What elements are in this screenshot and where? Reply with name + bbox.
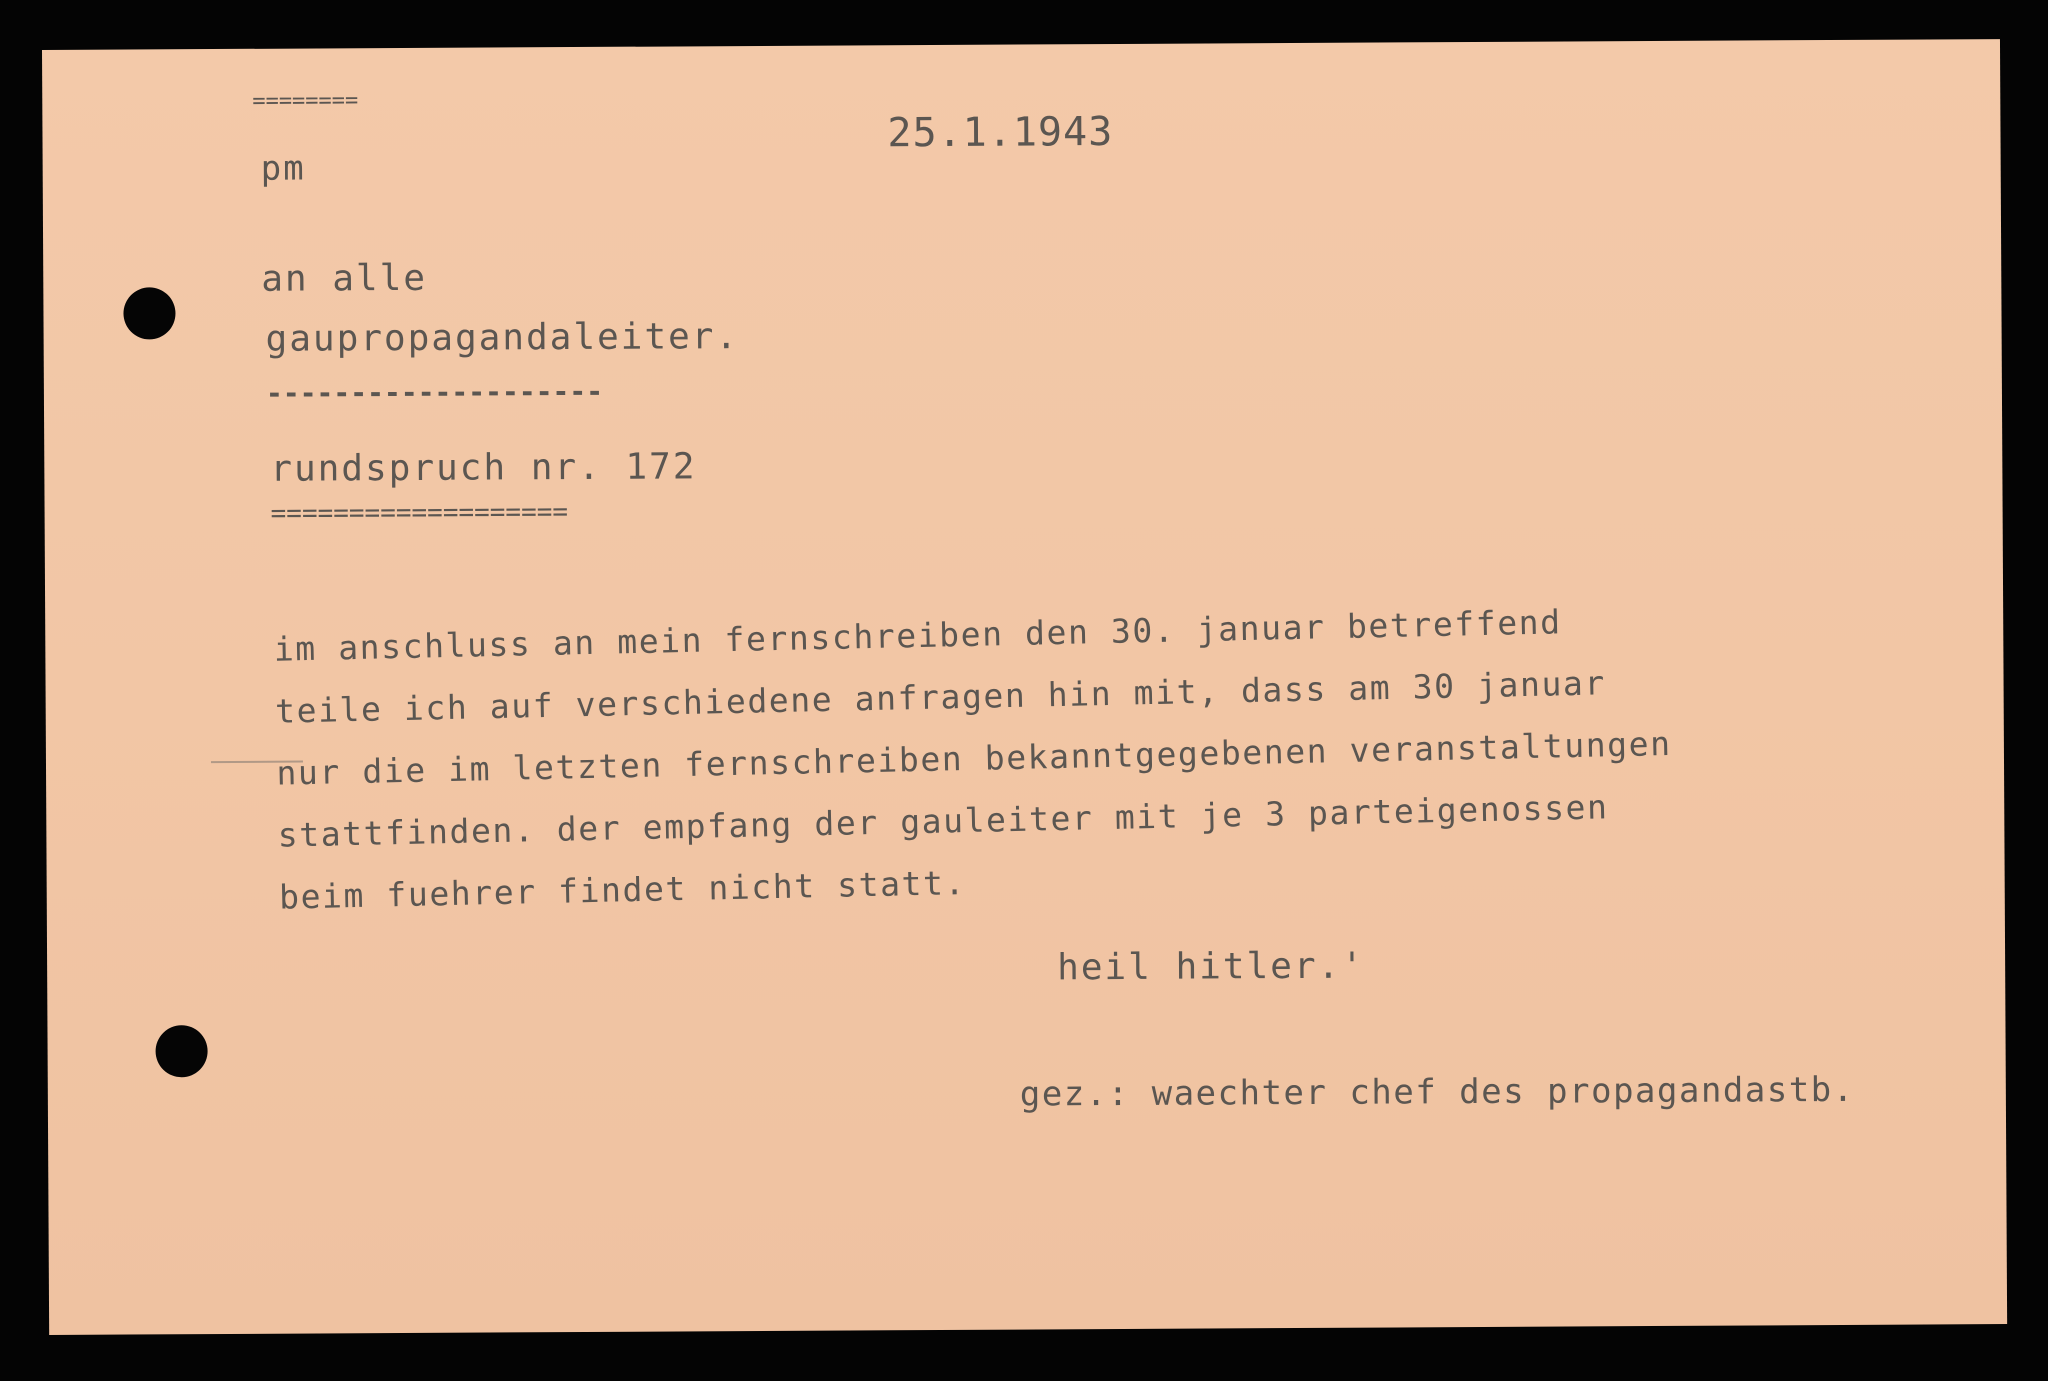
body-line: beim fuehrer findet nicht statt. (278, 863, 967, 917)
body-line: teile ich auf verschiedene anfragen hin mit, dass am 30 januar (274, 663, 1607, 731)
dash-rule: -------------------- (265, 374, 604, 410)
addressee-line-1: an alle (261, 257, 428, 300)
telegram-paper (42, 39, 2007, 1335)
body-line: stattfinden. der empfang der gauleiter mit je 3 parteigenossen (277, 787, 1609, 855)
document-date: 25.1.1943 (887, 109, 1114, 157)
salutation: heil hitler.' (1057, 945, 1366, 989)
punch-hole-top (123, 287, 175, 339)
body-line: im anschluss an mein fernschreiben den 30. januar betreffend (273, 602, 1563, 669)
body-line: nur die im letzten fernschreiben bekanntgegebenen veranstaltungen (276, 723, 1672, 793)
header-rule: ======== (252, 88, 359, 114)
equals-rule: =================== (270, 497, 569, 529)
message-body (273, 589, 1675, 929)
punch-hole-bottom (155, 1025, 207, 1077)
addressee-line-2: gaupropagandaleiter. (265, 316, 740, 360)
subject-line: rundspruch nr. 172 (270, 446, 697, 490)
dept-code: pm (260, 148, 306, 189)
signature-line: gez.: waechter chef des propagandastb. (1019, 1069, 1855, 1115)
